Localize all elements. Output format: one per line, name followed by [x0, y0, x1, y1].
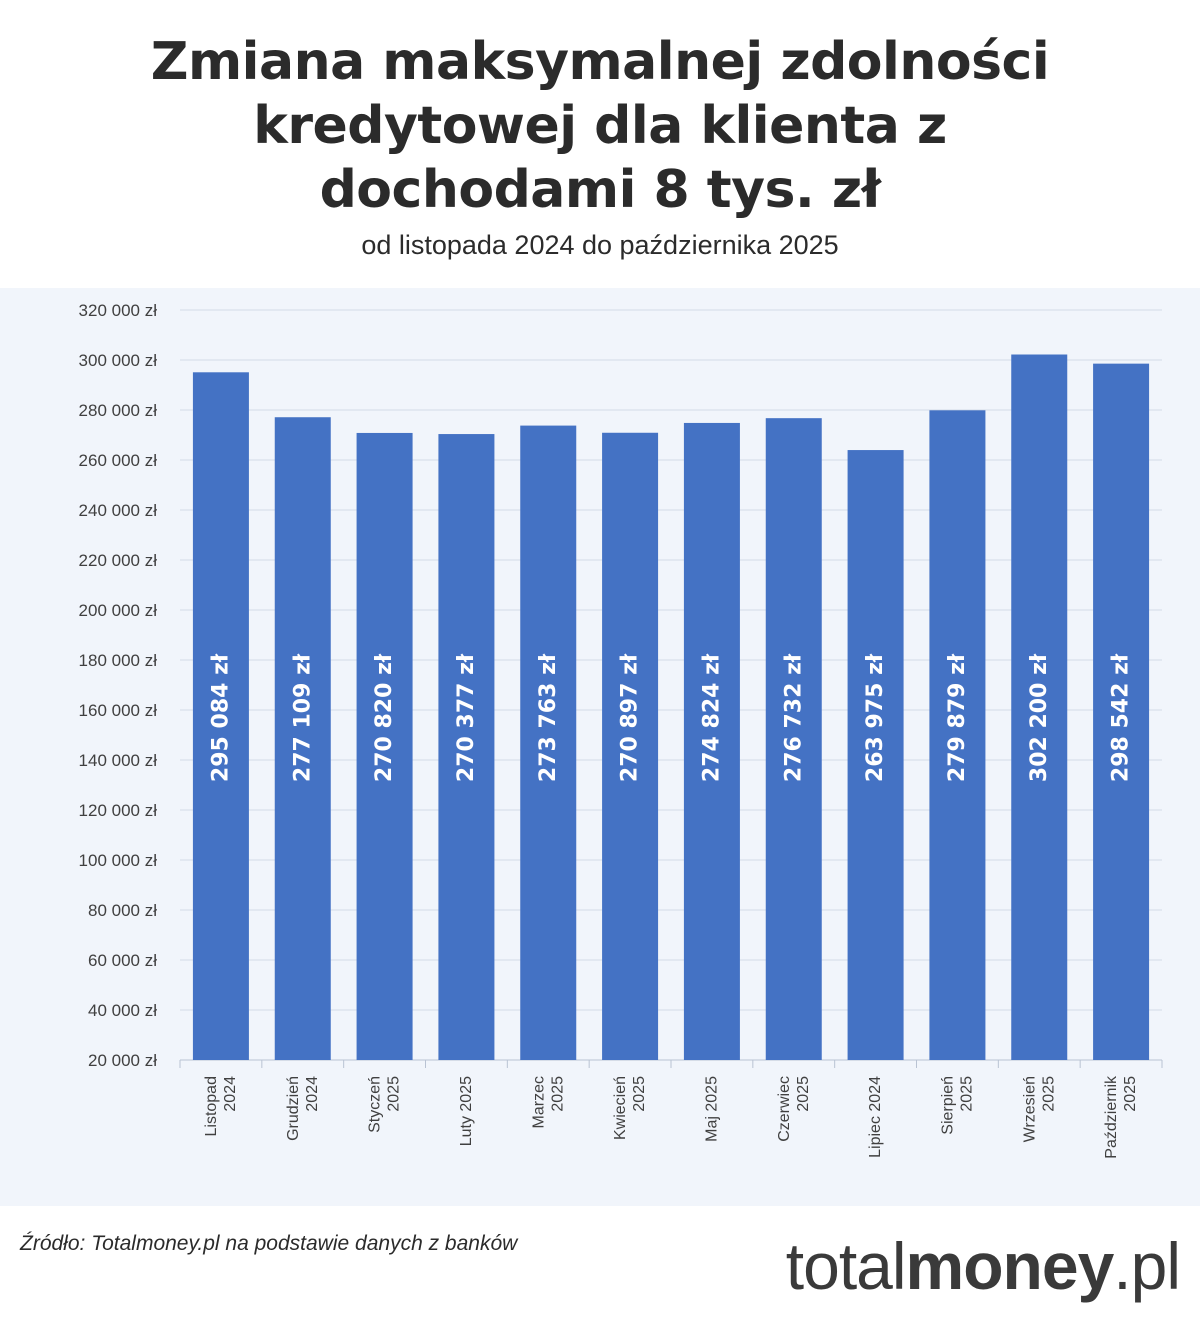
y-tick-label: 40 000 zł	[88, 1001, 157, 1020]
x-category-label: 2025	[385, 1076, 403, 1112]
y-tick-label: 220 000 zł	[78, 551, 157, 570]
source-note: Źródło: Totalmoney.pl na podstawie danych z banków	[20, 1232, 518, 1255]
y-tick-label: 100 000 zł	[78, 851, 157, 870]
x-category-label: Listopad	[202, 1076, 220, 1137]
chart-subtitle: od listopada 2024 do października 2025	[361, 230, 839, 260]
y-tick-label: 180 000 zł	[78, 651, 157, 670]
y-tick-label: 20 000 zł	[88, 1051, 157, 1070]
x-category-label: Sierpień	[939, 1076, 957, 1135]
bar-value-label: 270 897 zł	[617, 653, 643, 783]
y-tick-label: 140 000 zł	[78, 751, 157, 770]
y-tick-label: 260 000 zł	[78, 451, 157, 470]
title-line-1: Zmiana maksymalnej zdolności	[150, 32, 1050, 92]
chart-title	[0, 30, 1200, 222]
title-line-2: kredytowej dla klienta z	[253, 96, 947, 156]
bar-value-label: 302 200 zł	[1026, 653, 1052, 783]
x-category-label: 2025	[631, 1076, 649, 1112]
y-tick-label: 200 000 zł	[78, 601, 157, 620]
y-tick-label: 80 000 zł	[88, 901, 157, 920]
x-category-label: 2025	[958, 1076, 976, 1112]
x-category-label: Maj 2025	[703, 1076, 721, 1142]
y-tick-label: 60 000 zł	[88, 951, 157, 970]
bar-value-label: 274 824 zł	[699, 653, 725, 783]
logo-part-money: money	[905, 1229, 1114, 1303]
x-category-label: 2025	[549, 1076, 567, 1112]
x-category-label: 2024	[221, 1076, 239, 1112]
bar-value-label: 263 975 zł	[863, 653, 889, 783]
y-tick-label: 280 000 zł	[78, 401, 157, 420]
logo-part-total: total	[785, 1229, 906, 1303]
x-category-label: Wrzesień	[1021, 1076, 1039, 1143]
x-category-label: Lipiec 2024	[867, 1076, 885, 1158]
x-category-label: Czerwiec	[775, 1076, 793, 1142]
x-category-label: Styczeń	[366, 1076, 384, 1133]
y-tick-label: 120 000 zł	[78, 801, 157, 820]
bar-value-label: 270 377 zł	[453, 653, 479, 783]
x-category-label: 2025	[1040, 1076, 1058, 1112]
bar-value-label: 277 109 zł	[290, 653, 316, 783]
x-category-label: Grudzień	[284, 1076, 302, 1141]
x-category-label: Październik	[1103, 1076, 1121, 1159]
x-category-label: Marzec	[530, 1076, 548, 1129]
bar-value-label: 273 763 zł	[535, 653, 561, 783]
x-category-label: 2025	[794, 1076, 812, 1112]
y-tick-label: 300 000 zł	[78, 351, 157, 370]
bar-chart	[0, 288, 1200, 1206]
y-tick-label: 240 000 zł	[78, 501, 157, 520]
x-category-label: Luty 2025	[457, 1076, 475, 1147]
y-tick-label: 160 000 zł	[78, 701, 157, 720]
x-category-label: 2025	[1122, 1076, 1140, 1112]
logo-part-pl: .pl	[1113, 1229, 1180, 1303]
bar-value-label: 270 820 zł	[372, 653, 398, 783]
x-category-label: 2024	[303, 1076, 321, 1112]
totalmoney-logo	[786, 1228, 1180, 1304]
x-category-label: Kwiecień	[612, 1076, 630, 1141]
y-tick-label: 320 000 zł	[78, 301, 157, 320]
bar-value-label: 276 732 zł	[781, 653, 807, 783]
bar-value-label: 295 084 zł	[208, 653, 234, 783]
title-line-3: dochodami 8 tys. zł	[319, 160, 881, 220]
bar-value-label: 298 542 zł	[1108, 653, 1134, 783]
bar-value-label: 279 879 zł	[944, 653, 970, 783]
